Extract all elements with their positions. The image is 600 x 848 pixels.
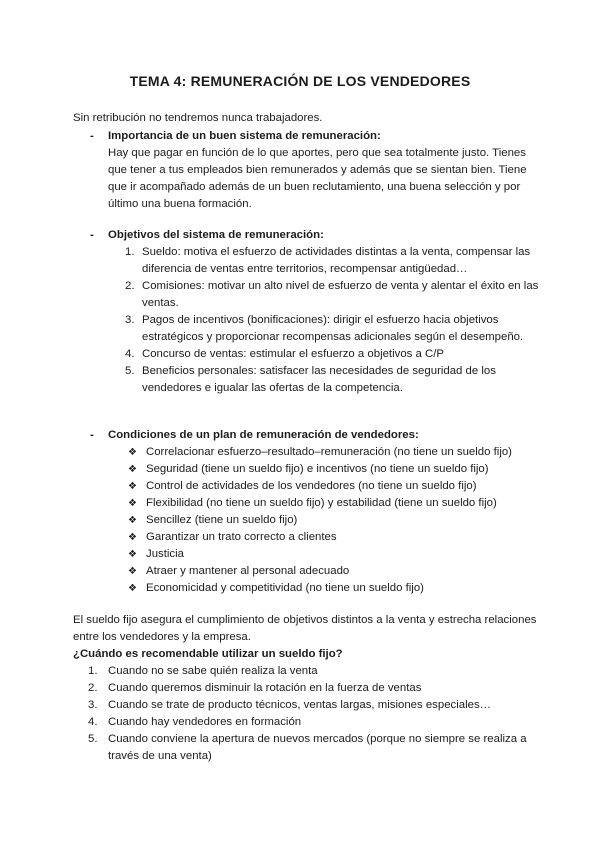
list-item-text: Flexibilidad (no tiene un sueldo fijo) y estabilidad (tiene un sueldo fijo) xyxy=(146,497,497,509)
closing-paragraph: El sueldo fijo asegura el cumplimiento de objetivos distintos a la venta y estrecha relaciones entre los vendedores y la empresa. xyxy=(73,614,537,643)
section-heading: Importancia de un buen sistema de remuneración: xyxy=(108,130,381,142)
list-number: 1. xyxy=(88,665,98,677)
section-heading: Condiciones de un plan de remuneración de vendedores: xyxy=(108,429,419,441)
diamond-bullet-icon: ❖ xyxy=(128,447,137,458)
list-item xyxy=(125,244,543,278)
list-item xyxy=(88,731,543,765)
list-item-text: Cuando se trate de producto técnicos, ventas largas, misiones especiales… xyxy=(108,699,492,711)
list-number: 4. xyxy=(125,348,135,360)
diamond-bullet-icon: ❖ xyxy=(128,464,137,475)
section-heading: Objetivos del sistema de remuneración: xyxy=(108,229,324,241)
section-heading-row xyxy=(73,227,543,244)
list-item xyxy=(125,278,543,312)
dash-bullet: - xyxy=(90,429,94,441)
list-item-text: Justicia xyxy=(146,548,184,560)
list-item-text: Correlacionar esfuerzo–resultado–remuneración (no tiene un sueldo fijo) xyxy=(146,446,512,458)
section-heading-row xyxy=(73,427,543,444)
list-number: 5. xyxy=(88,733,98,745)
list-item-text: Cuando no se sabe quién realiza la venta xyxy=(108,665,318,677)
list-number: 2. xyxy=(125,280,135,292)
list-item xyxy=(128,461,543,478)
dash-bullet: - xyxy=(90,229,94,241)
list-item xyxy=(88,714,543,731)
list-item xyxy=(125,312,543,346)
list-item-text: Sencillez (tiene un sueldo fijo) xyxy=(146,514,298,526)
question-heading: ¿Cuándo es recomendable utilizar un sueldo fijo? xyxy=(73,648,343,660)
dash-bullet: - xyxy=(90,130,94,142)
diamond-bullet-icon: ❖ xyxy=(128,481,137,492)
intro-paragraph: Sin retribución no tendremos nunca trabajadores. xyxy=(73,112,323,124)
list-item xyxy=(128,444,543,461)
section-objetivos xyxy=(73,227,543,397)
list-item xyxy=(125,346,543,363)
list-item xyxy=(128,563,543,580)
list-item xyxy=(88,663,543,680)
conditions-list xyxy=(128,444,543,597)
list-item xyxy=(128,495,543,512)
list-item xyxy=(88,680,543,697)
list-item xyxy=(128,529,543,546)
diamond-bullet-icon: ❖ xyxy=(128,566,137,577)
diamond-bullet-icon: ❖ xyxy=(128,532,137,543)
diamond-bullet-icon: ❖ xyxy=(128,549,137,560)
page-title: TEMA 4: REMUNERACIÓN DE LOS VENDEDORES xyxy=(129,73,471,89)
list-item-text: Cuando conviene la apertura de nuevos mercados (porque no siempre se realiza a través de una venta) xyxy=(108,733,527,762)
section-heading-row xyxy=(73,128,543,145)
section-condiciones xyxy=(73,427,543,597)
list-item-text: Sueldo: motiva el esfuerzo de actividades distintas a la venta, compensar las diferencia de ventas entre territorios, recompensar antigüedad… xyxy=(142,246,531,275)
section-body-text: Hay que pagar en función de lo que aportes, pero que sea totalmente justo. Tienes que tener a tus empleados bien remunerados y además que se sientan bien. Tiene que ir acompañado además de un buen reclutamiento, una buena selección y por último una buena formación. xyxy=(108,147,527,210)
list-item-text: Concurso de ventas: estimular el esfuerzo a objetivos a C/P xyxy=(142,348,445,360)
when-list xyxy=(88,663,543,765)
list-item-text: Control de actividades de los vendedores (no tiene un sueldo fijo) xyxy=(146,480,477,492)
list-item xyxy=(128,546,543,563)
list-item-text: Comisiones: motivar un alto nivel de esfuerzo de venta y alentar el éxito en las ventas. xyxy=(142,280,539,309)
list-number: 1. xyxy=(125,246,135,258)
list-item-text: Garantizar un trato correcto a clientes xyxy=(146,531,337,543)
list-item xyxy=(88,697,543,714)
list-item-text: Seguridad (tiene un sueldo fijo) e incentivos (no tiene un sueldo fijo) xyxy=(146,463,489,475)
list-number: 3. xyxy=(125,314,135,326)
diamond-bullet-icon: ❖ xyxy=(128,498,137,509)
list-item-text: Atraer y mantener al personal adecuado xyxy=(146,565,350,577)
list-item xyxy=(128,512,543,529)
list-number: 3. xyxy=(88,699,98,711)
list-item xyxy=(128,478,543,495)
list-item-text: Economicidad y competitividad (no tiene un sueldo fijo) xyxy=(146,582,424,594)
list-item xyxy=(125,363,543,397)
section-importancia xyxy=(73,128,543,213)
list-item xyxy=(128,580,543,597)
list-item-text: Cuando hay vendedores en formación xyxy=(108,716,302,728)
objectives-list xyxy=(125,244,543,397)
section-sueldo-fijo xyxy=(73,612,543,765)
list-item-text: Beneficios personales: satisfacer las necesidades de seguridad de los vendedores e igualar las ofertas de la competencia. xyxy=(142,365,496,394)
list-number: 2. xyxy=(88,682,98,694)
list-number: 4. xyxy=(88,716,98,728)
list-item-text: Pagos de incentivos (bonificaciones): dirigir el esfuerzo hacia objetivos estratégicos y proporcionar recompensas adicionales según el desempeño. xyxy=(142,314,524,343)
list-number: 5. xyxy=(125,365,135,377)
diamond-bullet-icon: ❖ xyxy=(128,515,137,526)
list-item-text: Cuando queremos disminuir la rotación en la fuerza de ventas xyxy=(108,682,422,694)
diamond-bullet-icon: ❖ xyxy=(128,583,137,594)
